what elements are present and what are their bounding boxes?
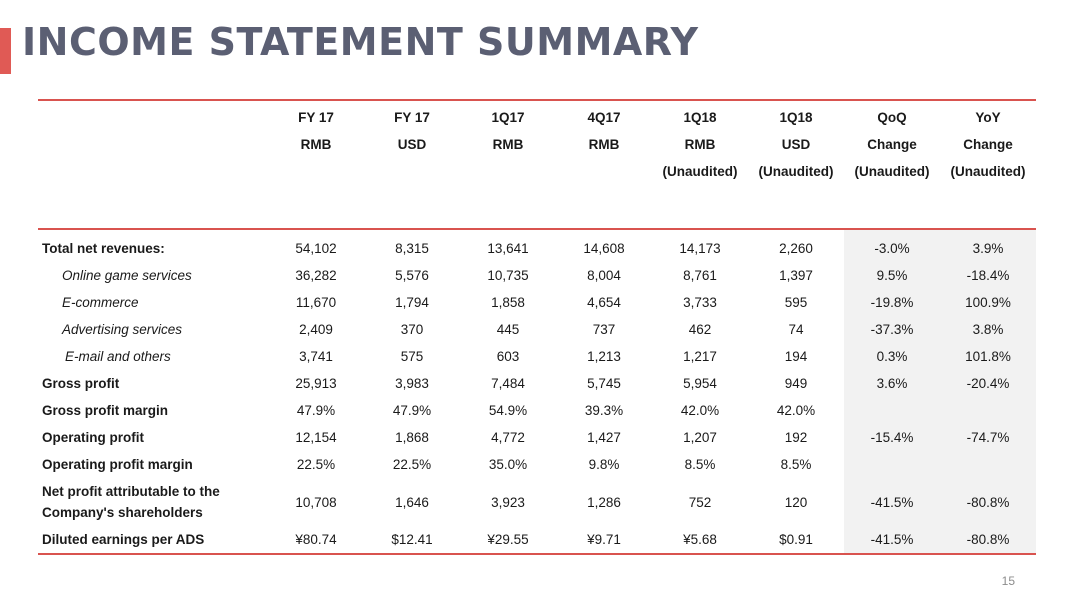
table-cell: 1,213	[587, 349, 621, 364]
table-cell: 42.0%	[680, 403, 720, 418]
row-label: Online game services	[62, 268, 192, 283]
column-header: FY 17 USD	[364, 100, 460, 229]
table-row	[38, 424, 1036, 451]
table-row	[38, 478, 1036, 526]
table-cell: 22.5%	[296, 457, 336, 472]
row-label: Operating profit margin	[42, 457, 193, 472]
table-cell: 5,576	[395, 268, 429, 283]
table-cell: 3.8%	[940, 316, 1036, 343]
row-label: Operating profit	[42, 430, 144, 445]
table-cell: 14,608	[556, 229, 652, 262]
table-cell	[940, 451, 1036, 478]
table-cell: 1,217	[683, 349, 717, 364]
table-cell: 10,708	[295, 494, 337, 510]
table-cell: 8.5%	[780, 457, 812, 472]
table-cell: 3,741	[299, 349, 333, 364]
income-statement-table-container	[38, 99, 1036, 555]
table-cell: 370	[400, 322, 424, 337]
table-cell: 100.9%	[940, 289, 1036, 316]
table-cell: 2,409	[299, 322, 333, 337]
row-label: Net profit attributable to the Company's shareholders	[42, 484, 220, 520]
table-cell: 54.9%	[488, 403, 528, 418]
table-cell: -15.4%	[844, 424, 940, 451]
table-cell: 47.9%	[296, 403, 336, 418]
table-row	[38, 289, 1036, 316]
table-cell: 575	[400, 349, 424, 364]
table-cell: ¥9.71	[556, 526, 652, 554]
column-header: YoY Change (Unaudited)	[940, 100, 1036, 229]
table-row	[38, 370, 1036, 397]
table-cell: 1,397	[779, 268, 813, 283]
table-cell: -41.5%	[844, 526, 940, 554]
table-cell: ¥80.74	[268, 526, 364, 554]
table-cell: ¥29.55	[460, 526, 556, 554]
table-cell: 1,868	[395, 430, 429, 445]
table-cell: 5,745	[587, 376, 621, 391]
table-cell: -37.3%	[844, 316, 940, 343]
table-cell: 192	[784, 430, 808, 445]
table-cell: $12.41	[364, 526, 460, 554]
table-cell: -19.8%	[844, 289, 940, 316]
row-label: Total net revenues:	[38, 229, 268, 262]
table-cell: 11,670	[295, 295, 337, 310]
table-cell: 14,173	[652, 229, 748, 262]
income-statement-table	[38, 99, 1036, 555]
column-header: 1Q18 RMB (Unaudited)	[652, 100, 748, 229]
table-cell: 42.0%	[776, 403, 816, 418]
table-cell: 445	[496, 322, 520, 337]
table-cell: 12,154	[295, 430, 337, 445]
table-cell: 603	[496, 349, 520, 364]
table-cell: -80.8%	[940, 526, 1036, 554]
table-cell: -20.4%	[940, 370, 1036, 397]
table-cell: 5,954	[683, 376, 717, 391]
table-cell: 101.8%	[940, 343, 1036, 370]
table-cell: 1,794	[395, 295, 429, 310]
table-cell: 25,913	[295, 376, 337, 391]
table-cell: 36,282	[295, 268, 337, 283]
column-header: QoQ Change (Unaudited)	[844, 100, 940, 229]
table-row	[38, 451, 1036, 478]
table-cell: 35.0%	[488, 457, 528, 472]
table-cell: 1,858	[491, 295, 525, 310]
table-cell: $0.91	[748, 526, 844, 554]
table-cell: 54,102	[268, 229, 364, 262]
table-row	[38, 229, 1036, 262]
table-cell: 120	[784, 494, 808, 510]
table-cell: 3.9%	[940, 229, 1036, 262]
table-cell	[844, 451, 940, 478]
table-cell: 39.3%	[584, 403, 624, 418]
table-cell: 10,735	[487, 268, 529, 283]
table-cell: ¥5.68	[652, 526, 748, 554]
table-cell: 949	[784, 376, 808, 391]
table-cell: -41.5%	[844, 478, 940, 526]
row-label: Diluted earnings per ADS	[38, 526, 268, 554]
table-cell: 462	[688, 322, 712, 337]
table-cell: 3,983	[395, 376, 429, 391]
table-cell: 8.5%	[684, 457, 716, 472]
table-cell: 4,654	[587, 295, 621, 310]
table-cell: 7,484	[491, 376, 525, 391]
page-title: INCOME STATEMENT SUMMARY	[22, 20, 699, 64]
column-header: FY 17 RMB	[268, 100, 364, 229]
column-header: 4Q17 RMB	[556, 100, 652, 229]
table-cell: 752	[688, 494, 712, 510]
row-label: Gross profit margin	[42, 403, 169, 418]
table-cell: 3,923	[491, 494, 525, 510]
table-cell: 8,761	[683, 268, 717, 283]
table-row	[38, 526, 1036, 554]
table-cell: 1,427	[587, 430, 621, 445]
table-cell: -80.8%	[940, 478, 1036, 526]
row-label: Advertising services	[62, 322, 183, 337]
table-cell: 4,772	[491, 430, 525, 445]
table-cell: 595	[784, 295, 808, 310]
table-cell: 74	[788, 322, 804, 337]
table-cell: 8,004	[587, 268, 621, 283]
table-cell: 3,733	[683, 295, 717, 310]
table-cell	[844, 397, 940, 424]
table-cell: 0.3%	[844, 343, 940, 370]
table-cell: 22.5%	[392, 457, 432, 472]
table-header-row	[38, 100, 1036, 229]
column-header: 1Q18 USD (Unaudited)	[748, 100, 844, 229]
table-cell: -18.4%	[940, 262, 1036, 289]
table-row	[38, 397, 1036, 424]
page-number: 15	[1001, 574, 1015, 588]
column-header: 1Q17 RMB	[460, 100, 556, 229]
table-cell: 737	[592, 322, 616, 337]
table-row	[38, 262, 1036, 289]
table-cell: 9.5%	[844, 262, 940, 289]
table-cell: 8,315	[364, 229, 460, 262]
table-cell: 1,207	[683, 430, 717, 445]
table-cell: 3.6%	[844, 370, 940, 397]
table-row	[38, 316, 1036, 343]
title-accent-bar	[0, 28, 11, 74]
table-cell	[940, 397, 1036, 424]
table-cell: 1,286	[587, 494, 621, 510]
table-cell: 13,641	[460, 229, 556, 262]
table-cell: 194	[784, 349, 808, 364]
row-label: Gross profit	[42, 376, 120, 391]
header-label-column	[38, 100, 268, 229]
row-label: E-mail and others	[65, 349, 171, 364]
table-cell: 9.8%	[588, 457, 620, 472]
table-cell: 47.9%	[392, 403, 432, 418]
table-cell: 2,260	[748, 229, 844, 262]
table-cell: 1,646	[395, 494, 429, 510]
row-label: E-commerce	[62, 295, 139, 310]
table-cell: -74.7%	[940, 424, 1036, 451]
table-cell: -3.0%	[844, 229, 940, 262]
table-row	[38, 343, 1036, 370]
